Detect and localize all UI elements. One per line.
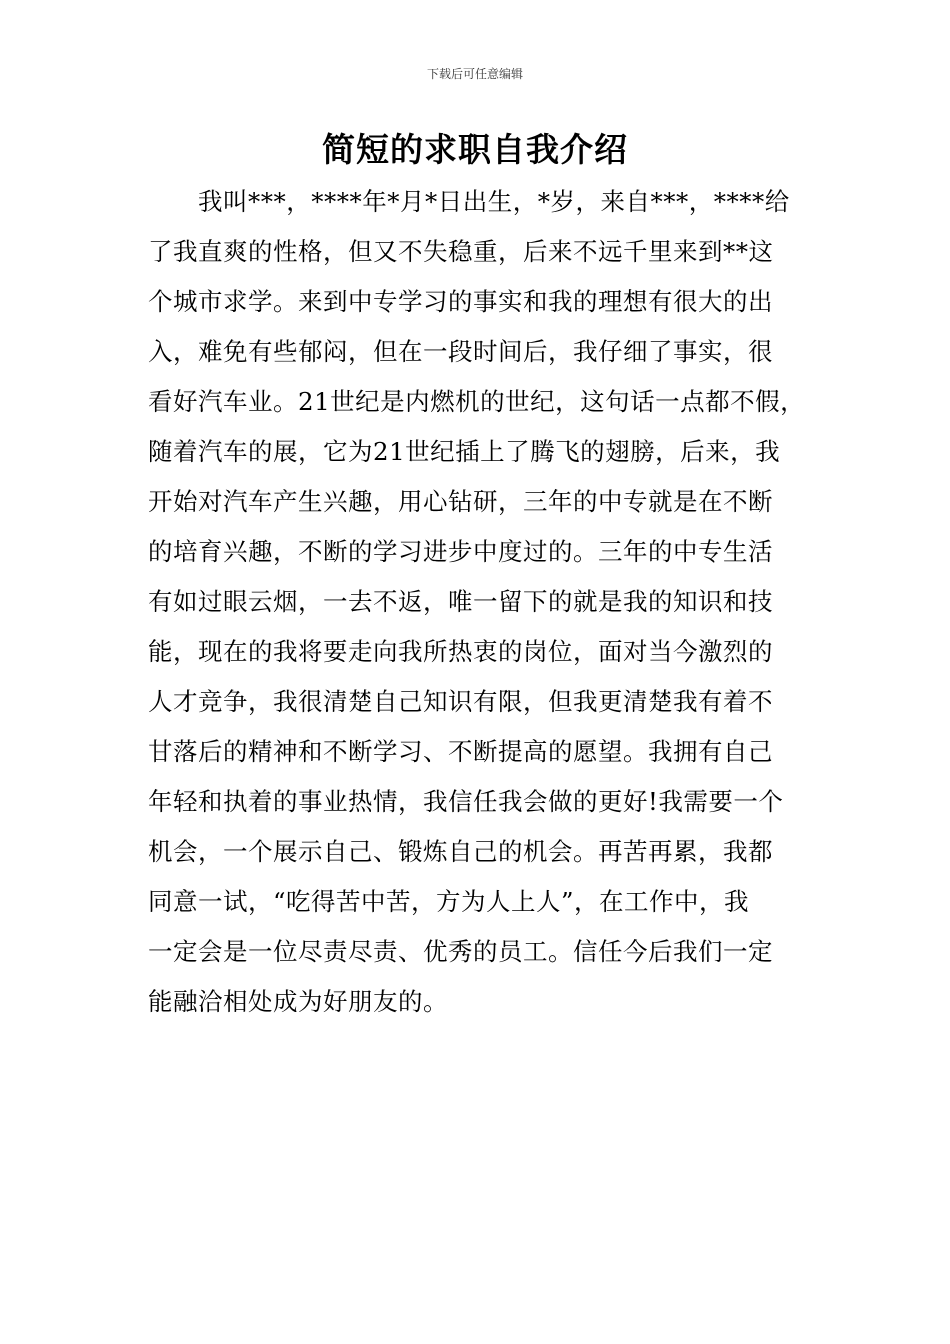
paragraph-line: 入，难免有些郁闷，但在一段时间后，我仔细了事实，很 xyxy=(148,337,773,366)
header-note: 下载后可任意编辑 xyxy=(426,67,523,81)
paragraph-line: 的培育兴趣，不断的学习进步中度过的。三年的中专生活 xyxy=(148,537,773,566)
paragraph-line: 同意一试，“吃得苦中苦，方为人上人”，在工作中，我 xyxy=(148,887,750,916)
paragraph-line: 能融洽相处成为好朋友的。 xyxy=(148,987,448,1016)
paragraph-line: 能，现在的我将要走向我所热衷的岗位，面对当今激烈的 xyxy=(148,637,773,666)
paragraph-line: 个城市求学。来到中专学习的事实和我的理想有很大的出 xyxy=(148,287,773,316)
paragraph-line: 我叫***，****年*月*日出生，*岁，来自***，****给 xyxy=(198,187,790,216)
paragraph-line: 甘落后的精神和不断学习、不断提高的愿望。我拥有自己 xyxy=(148,737,773,766)
body-paragraph xyxy=(148,177,828,1027)
paragraph-line: 随着汽车的展，它为21世纪插上了腾飞的翅膀，后来，我 xyxy=(148,437,781,466)
paragraph-line: 了我直爽的性格，但又不失稳重，后来不远千里来到**这 xyxy=(148,237,774,266)
paragraph-line: 开始对汽车产生兴趣，用心钻研，三年的中专就是在不断 xyxy=(148,487,773,516)
paragraph-line: 有如过眼云烟，一去不返，唯一留下的就是我的知识和技 xyxy=(148,587,773,616)
paragraph-line: 机会，一个展示自己、锻炼自己的机会。再苦再累，我都 xyxy=(148,837,773,866)
paragraph-line: 年轻和执着的事业热情，我信任我会做的更好!我需要一个 xyxy=(148,787,784,816)
paragraph-line: 人才竞争，我很清楚自己知识有限，但我更清楚我有着不 xyxy=(148,687,773,716)
paragraph-line: 看好汽车业。21世纪是内燃机的世纪，这句话一点都不假， xyxy=(148,387,806,416)
document-title: 简短的求职自我介绍 xyxy=(322,130,628,169)
paragraph-line: 一定会是一位尽责尽责、优秀的员工。信任今后我们一定 xyxy=(148,937,773,966)
